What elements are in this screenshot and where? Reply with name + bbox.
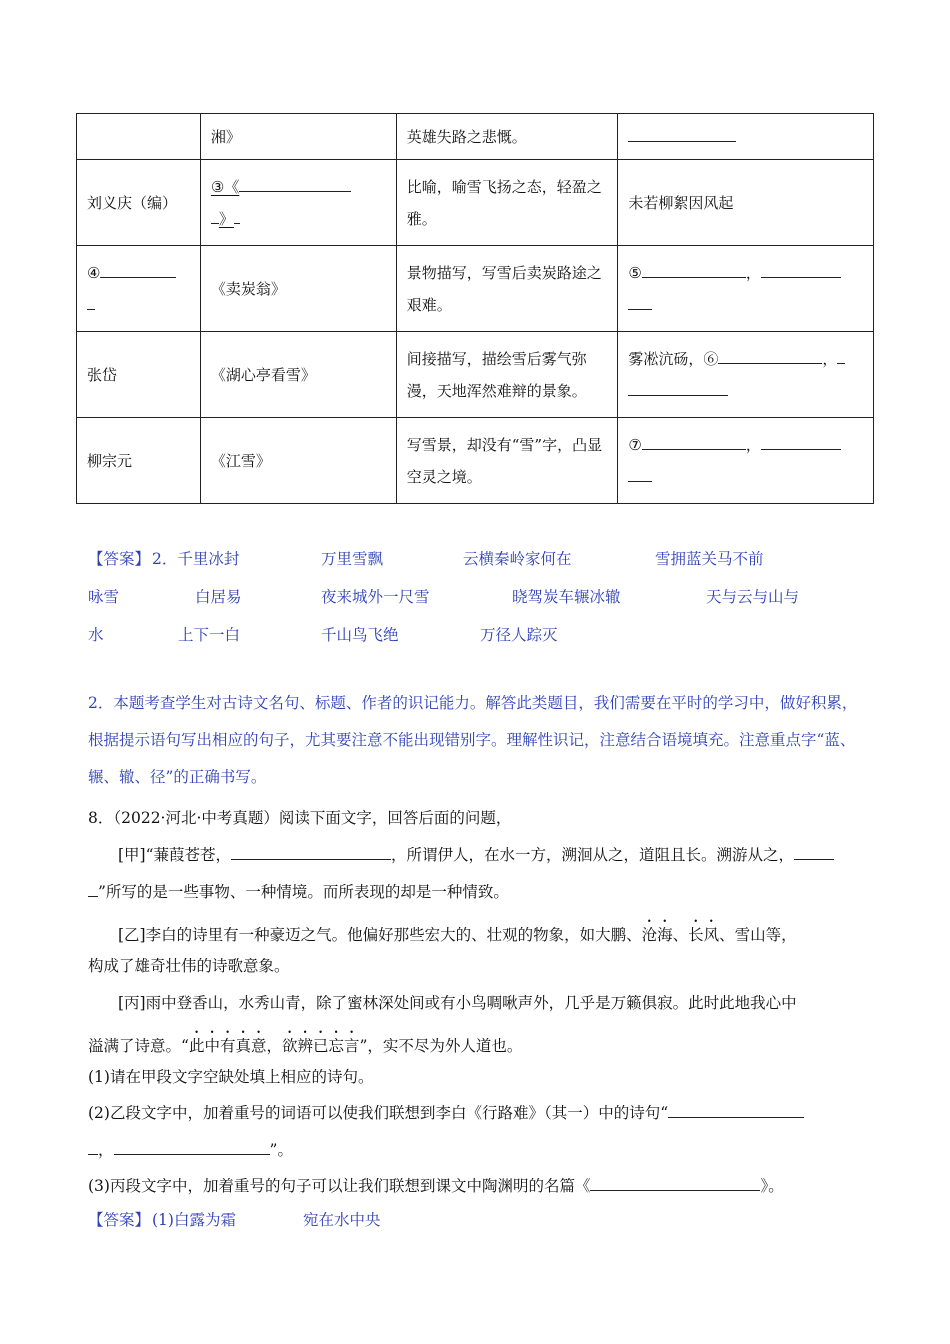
answer-blank[interactable]	[628, 380, 728, 396]
answer-item: 雪拥蓝关马不前	[655, 550, 764, 568]
separator: ，	[822, 349, 838, 368]
text: (3)丙段文字中，加着重号的句子可以让我们联想到课文中陶渊明的名篇《	[88, 1177, 591, 1195]
table-row	[77, 332, 874, 418]
table-row	[77, 114, 874, 160]
answer-item: 千山鸟飞绝	[321, 626, 399, 644]
explanation: 2．本题考查学生对古诗文名句、标题、作者的识记能力。解答此类题目，我们需要在平时的学习中，做好积累，根据提示语句写出相应的句子，尤其要注意不能出现错别字。理解性识记，注意结合语境填充。注意重点字“蓝、辗、辙、径”的正确书写。	[88, 694, 858, 786]
answer-blank[interactable]	[88, 1139, 98, 1156]
table-cell: 《江雪》	[200, 418, 396, 504]
text: ”所写的是一些事物、一种情境。而所表现的却是一种情致。	[98, 883, 509, 901]
answer-item: 水	[88, 626, 104, 644]
answer-item: 夜来城外一尺雪	[321, 588, 430, 606]
question-2-line-2	[88, 1138, 293, 1160]
answer-blank[interactable]	[100, 262, 176, 278]
circled-number: ⑦	[628, 435, 642, 454]
text: ”。	[269, 1141, 293, 1159]
table-cell: 间接描写，描绘雪后雾气弥漫，天地浑然难辩的景象。	[396, 332, 618, 418]
answer-label: 【答案】	[88, 1211, 151, 1229]
question-2-line-1	[88, 1101, 804, 1123]
table-cell	[618, 418, 874, 504]
separator: ，	[745, 263, 761, 282]
answer-item: (1)白露为霜	[152, 1211, 236, 1229]
table-cell	[77, 246, 201, 332]
table-row	[77, 418, 874, 504]
answer-blank[interactable]	[761, 262, 841, 278]
answer-item: 白居易	[195, 588, 242, 606]
table-cell: 刘义庆（编）	[77, 160, 201, 246]
answer-blank[interactable]	[239, 176, 351, 192]
emphasized-sentence: 此中有真意，欲辨已忘言	[188, 1037, 360, 1055]
text: 、雪山等，	[719, 926, 797, 944]
text: ，	[98, 1141, 114, 1159]
text: 》。	[760, 1177, 784, 1195]
title-suffix: 》	[218, 209, 234, 228]
question-header: 8．（2022·河北·中考真题）阅读下面文字，回答后面的问题，	[88, 809, 512, 827]
answer-blank[interactable]	[668, 1102, 804, 1119]
table-row	[77, 246, 874, 332]
table-cell: 英雄失路之悲慨。	[396, 114, 618, 160]
text: 、	[672, 926, 689, 944]
poem-table	[76, 113, 874, 504]
table-cell: 《湖心亭看雪》	[200, 332, 396, 418]
answer-blank[interactable]	[761, 434, 841, 450]
answer-item: 万径人踪灭	[480, 626, 558, 644]
emphasized-word: 长风	[688, 926, 720, 944]
text: (2)乙段文字中，加着重号的词语可以使我们联想到李白《行路难》（其一）中的诗句“	[88, 1104, 669, 1122]
text: ，所谓伊人，在水一方，溯洄从之，道阻且长。溯游从之，	[391, 846, 795, 864]
table-cell	[200, 160, 396, 246]
table-row	[77, 160, 874, 246]
answer-blank[interactable]	[718, 348, 822, 364]
cell-text: 雾凇沆砀，⑥	[628, 349, 719, 368]
answer-item: 咏雪	[88, 588, 120, 606]
answer-item: 2．千里冰封	[152, 550, 240, 568]
answer-blank[interactable]	[642, 262, 746, 278]
jia-line-2	[88, 880, 509, 902]
answer-blank[interactable]	[88, 881, 98, 898]
table-cell: 湘》	[200, 114, 396, 160]
emphasized-word: 沧海	[641, 926, 673, 944]
answer-item: 天与云与山与	[706, 588, 800, 606]
table-cell: 张岱	[77, 332, 201, 418]
answer-line-1	[88, 547, 866, 569]
answer-item: 万里雪飘	[321, 550, 384, 568]
answer-item: 云横秦岭家何在	[463, 550, 572, 568]
table-cell: 写雪景，却没有“雪”字，凸显空灵之境。	[396, 418, 618, 504]
table-cell	[618, 114, 874, 160]
table-cell	[618, 246, 874, 332]
table-cell: 景物描写，写雪后卖炭路途之艰难。	[396, 246, 618, 332]
yi-line-1	[118, 917, 797, 945]
answer-line-3	[88, 623, 866, 645]
answer-line-2	[88, 585, 866, 607]
text: [乙]李白的诗里有一种豪迈之气。他偏好那些宏大的、壮观的物象，如大鹏、	[118, 926, 642, 944]
answer-blank[interactable]	[231, 844, 391, 861]
answer-item: 宛在水中央	[303, 1211, 381, 1229]
question-3	[88, 1174, 784, 1196]
jia-line-1	[118, 843, 834, 865]
table-cell: 未若柳絮因风起	[618, 160, 874, 246]
table-cell: 比喻，喻雪飞扬之态，轻盈之雅。	[396, 160, 618, 246]
table-cell	[77, 114, 201, 160]
circled-number: ⑤	[628, 263, 642, 282]
bing-line-1: [丙]雨中登香山，水秀山青，除了蜜林深处间或有小鸟啁啾声外，几乎是万籁俱寂。此时此地我心中	[118, 994, 797, 1012]
answer-label: 【答案】	[88, 550, 151, 568]
table-cell: 《卖炭翁》	[200, 246, 396, 332]
answer-blank[interactable]	[628, 294, 652, 310]
answer-blank[interactable]	[628, 126, 736, 142]
circled-number: ④	[87, 263, 101, 282]
answer-item: 上下一白	[178, 626, 241, 644]
table-cell	[618, 332, 874, 418]
answer-item: 晓驾炭车辗冰辙	[512, 588, 621, 606]
answer-blank[interactable]	[211, 208, 219, 224]
bing-line-2	[88, 1028, 522, 1056]
table-cell: 柳宗元	[77, 418, 201, 504]
separator: ，	[745, 435, 761, 454]
text: 溢满了诗意。“	[88, 1037, 189, 1055]
yi-line-2: 构成了雄奇壮伟的诗歌意象。	[88, 957, 290, 975]
text: [甲]“蒹葭苍苍，	[118, 846, 232, 864]
answer-blank[interactable]	[114, 1139, 270, 1156]
text: ”，实不尽为外人道也。	[359, 1037, 523, 1055]
answer-line-4	[88, 1208, 588, 1230]
answer-blank[interactable]	[642, 434, 746, 450]
answer-blank[interactable]	[87, 294, 95, 310]
title-prefix: ③《	[210, 177, 240, 196]
question-1: (1)请在甲段文字空缺处填上相应的诗句。	[88, 1068, 374, 1086]
answer-blank[interactable]	[628, 466, 652, 482]
answer-blank[interactable]	[837, 348, 845, 364]
answer-blank[interactable]	[590, 1175, 760, 1192]
answer-blank[interactable]	[794, 844, 834, 861]
answer-blank[interactable]	[234, 208, 240, 224]
